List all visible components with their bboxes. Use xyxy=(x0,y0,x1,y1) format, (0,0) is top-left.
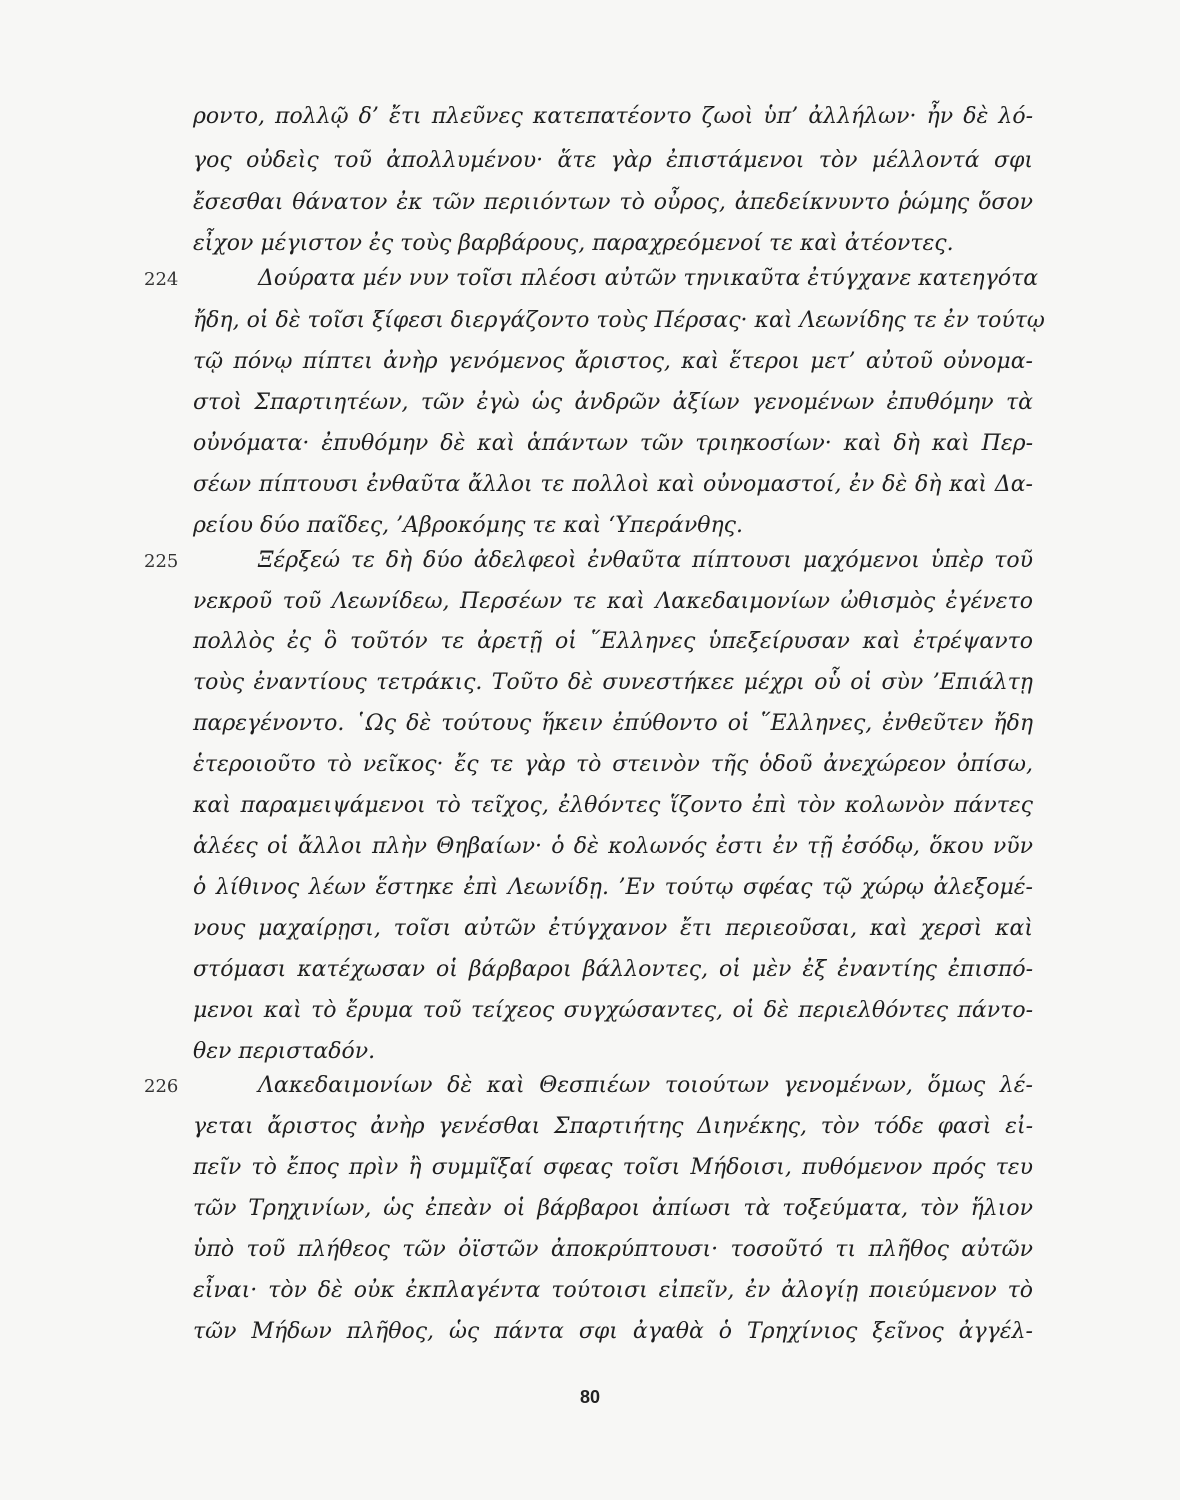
section-number: 226 xyxy=(144,1076,179,1097)
section-number: 224 xyxy=(144,269,179,290)
text-line: νους μαχαίρῃσι, τοῖσι αὐτῶν ἐτύγχανον ἔτι περιεοῦσαι, καὶ χερσὶ καὶ xyxy=(193,916,1033,941)
page-number: 80 xyxy=(579,1387,601,1407)
text-line: γεται ἄριστος ἀνὴρ γενέσθαι Σπαρτιήτης Διηνέκης, τὸν τόδε φασὶ εἰ- xyxy=(193,1114,1033,1139)
text-line: εἶχον μέγιστον ἐς τοὺς βαρβάρους, παραχρεόμενοί τε καὶ ἀτέοντες. xyxy=(193,231,954,256)
text-line: Ξέρξεώ τε δὴ δύο ἀδελφεοὶ ἐνθαῦτα πίπτουσι μαχόμενοι ὑπὲρ τοῦ xyxy=(258,548,1033,573)
text-line: πεῖν τὸ ἔπος πρὶν ἢ συμμῖξαί σφεας τοῖσι Μήδοισι, πυθόμενον πρός τευ xyxy=(193,1155,1033,1180)
text-line: θεν περισταδόν. xyxy=(193,1039,376,1064)
text-line: ὑπὸ τοῦ πλήθεος τῶν ὀϊστῶν ἀποκρύπτουσι· τοσοῦτό τι πλῆθος αὐτῶν xyxy=(193,1237,1033,1262)
text-line: πολλὸς ἐς ὃ τοῦτόν τε ἀρετῇ οἱ ῞Ελληνες ὑπεξείρυσαν καὶ ἐτρέψαντο xyxy=(193,629,1033,654)
text-line: νεκροῦ τοῦ Λεωνίδεω, Περσέων τε καὶ Λακεδαιμονίων ὠθισμὸς ἐγένετο xyxy=(193,589,1033,614)
text-line: εἶναι· τὸν δὲ οὐκ ἐκπλαγέντα τούτοισι εἰπεῖν, ἐν ἀλογίῃ ποιεύμενον τὸ xyxy=(193,1278,1033,1303)
text-line: σέων πίπτουσι ἐνθαῦτα ἄλλοι τε πολλοὶ καὶ οὐνομαστοί, ἐν δὲ δὴ καὶ Δα- xyxy=(193,472,1033,497)
text-line: στόμασι κατέχωσαν οἱ βάρβαροι βάλλοντες, οἱ μὲν ἐξ ἐναντίης ἐπισπό- xyxy=(193,957,1033,982)
text-line: ἑτεροιοῦτο τὸ νεῖκος· ἔς τε γὰρ τὸ στεινὸν τῆς ὁδοῦ ἀνεχώρεον ὀπίσω, xyxy=(193,752,1033,777)
text-line: μενοι καὶ τὸ ἔρυμα τοῦ τείχεος συγχώσαντες, οἱ δὲ περιελθόντες πάντο- xyxy=(193,998,1033,1023)
text-line: τῷ πόνῳ πίπτει ἀνὴρ γενόμενος ἄριστος, καὶ ἕτεροι μετ’ αὐτοῦ οὐνομα- xyxy=(193,349,1033,374)
text-line: οὐνόματα· ἐπυθόμην δὲ καὶ ἁπάντων τῶν τριηκοσίων· καὶ δὴ καὶ Περ- xyxy=(193,431,1033,456)
text-line: στοὶ Σπαρτιητέων, τῶν ἐγὼ ὡς ἀνδρῶν ἀξίων γενομένων ἐπυθόμην τὰ xyxy=(193,390,1033,415)
section-number: 225 xyxy=(144,551,179,572)
text-line: ἔσεσθαι θάνατον ἐκ τῶν περιιόντων τὸ οὖρος, ἀπεδείκνυντο ῥώμης ὅσον xyxy=(193,190,1033,215)
text-line: παρεγένοντο. ῾Ως δὲ τούτους ἥκειν ἐπύθοντο οἱ ῞Ελληνες, ἐνθεῦτεν ἤδη xyxy=(193,711,1033,736)
text-line: ὁ λίθινος λέων ἕστηκε ἐπὶ Λεωνίδῃ. ’Εν τούτῳ σφέας τῷ χώρῳ ἀλεξομέ- xyxy=(193,875,1033,900)
text-line: ρείου δύο παῖδες, ’Αβροκόμης τε καὶ ‘Υπεράνθης. xyxy=(193,513,743,538)
text-line: ἁλέες οἱ ἄλλοι πλὴν Θηβαίων· ὁ δὲ κολωνός ἐστι ἐν τῇ ἐσόδῳ, ὅκου νῦν xyxy=(193,834,1033,859)
text-line: καὶ παραμειψάμενοι τὸ τεῖχος, ἐλθόντες ἵζοντο ἐπὶ τὸν κολωνὸν πάντες xyxy=(193,793,1033,818)
text-line: Λακεδαιμονίων δὲ καὶ Θεσπιέων τοιούτων γενομένων, ὅμως λέ- xyxy=(258,1073,1033,1098)
text-line: τοὺς ἐναντίους τετράκις. Τοῦτο δὲ συνεστήκεε μέχρι οὗ οἱ σὺν ’Επιάλτῃ xyxy=(193,670,1033,695)
text-line: Δούρατα μέν νυν τοῖσι πλέοσι αὐτῶν τηνικαῦτα ἐτύγχανε κατεηγότα xyxy=(258,266,1039,291)
text-line: γος οὐδεὶς τοῦ ἀπολλυμένου· ἅτε γὰρ ἐπιστάμενοι τὸν μέλλοντά σφι xyxy=(193,148,1033,173)
text-line: τῶν Μήδων πλῆθος, ὡς πάντα σφι ἀγαθὰ ὁ Τρηχίνιος ξεῖνος ἀγγέλ- xyxy=(193,1319,1033,1344)
text-line: τῶν Τρηχινίων, ὡς ἐπεὰν οἱ βάρβαροι ἀπίωσι τὰ τοξεύματα, τὸν ἥλιον xyxy=(193,1196,1033,1221)
text-line: ροντο, πολλῷ δ’ ἔτι πλεῦνες κατεπατέοντο ζωοὶ ὑπ’ ἀλλήλων· ἦν δὲ λό- xyxy=(193,104,1033,129)
text-line: ἤδη, οἱ δὲ τοῖσι ξίφεσι διεργάζοντο τοὺς Πέρσας· καὶ Λεωνίδης τε ἐν τούτῳ xyxy=(193,308,1045,333)
